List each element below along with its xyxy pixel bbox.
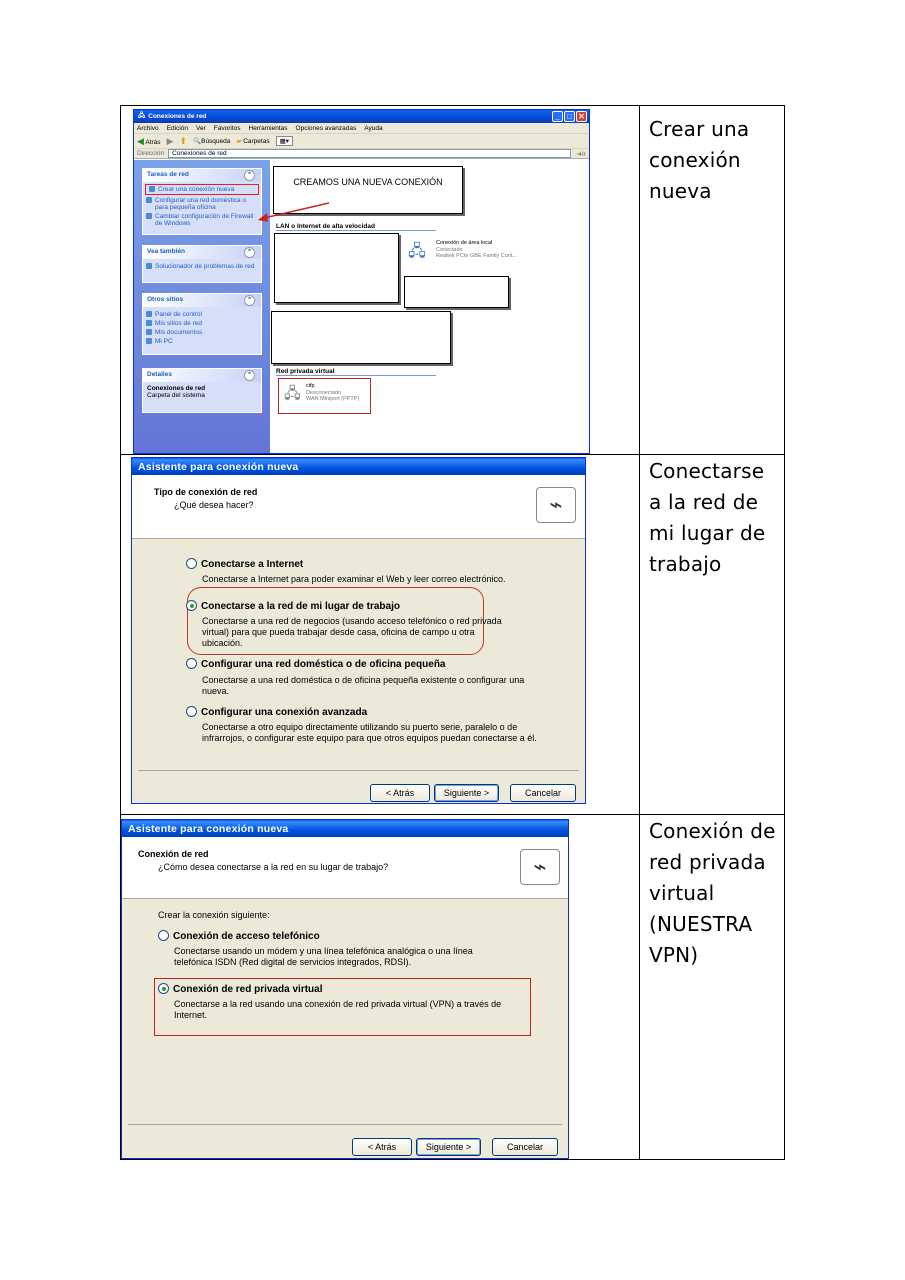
menu-herramientas[interactable]: Herramientas: [248, 124, 288, 132]
button-separator: [138, 770, 579, 771]
folders-button[interactable]: ▰ Carpetas: [236, 138, 270, 145]
menu-ver[interactable]: Ver: [196, 124, 206, 132]
radio-button[interactable]: [186, 558, 197, 569]
radio-button[interactable]: [158, 983, 169, 994]
wizard-header: [122, 837, 568, 899]
radio-button[interactable]: [186, 658, 197, 669]
vpn-connection-name: cifp: [306, 383, 315, 389]
option-vpn-desc: Conectarse a la red usando una conexión de red privada virtual (VPN) a través de Internet.: [174, 999, 502, 1020]
menu-opciones-avanzadas[interactable]: Opciones avanzadas: [295, 124, 357, 132]
menu-archivo[interactable]: Archivo: [137, 124, 159, 132]
forward-arrow-icon[interactable]: ▶: [166, 135, 174, 146]
option-home-network-desc: Conectarse a una red doméstica o de oficina pequeña existente o configurar una nueva.: [202, 675, 525, 696]
callout-arrow: [254, 195, 334, 225]
wizard-subheading: ¿Qué desea hacer?: [174, 500, 254, 510]
toolbar: [134, 134, 589, 149]
vpn-group-header: Red privada virtual: [276, 368, 436, 376]
network-tasks-title[interactable]: Tareas de red ⌃: [143, 169, 261, 182]
see-also-title[interactable]: Vea también ⌃: [143, 246, 261, 259]
wizard-header: [132, 475, 585, 539]
wizard-title: Asistente para conexión nueva: [122, 820, 568, 837]
details-name: Conexiones de red: [147, 385, 206, 392]
button-separator: [128, 1124, 562, 1125]
wizard-connection-type: [131, 457, 586, 804]
lan-connection-name: Conexión de área local: [436, 240, 493, 246]
row-divider: [121, 454, 784, 455]
firewall-link[interactable]: Cambiar configuración de Firewall de Windows: [143, 212, 261, 228]
network-places-link[interactable]: Mis sitios de red: [143, 319, 261, 328]
vpn-connection-icon: 🖧: [284, 385, 301, 402]
lan-connection-icon: 🖧: [408, 243, 426, 260]
details-panel: [142, 368, 262, 413]
close-button[interactable]: ✕: [576, 111, 587, 122]
wizard-subheading: ¿Cómo desea conectarse a la red en su lugar de trabajo?: [158, 862, 389, 872]
troubleshooter-link[interactable]: Solucionador de problemas de red: [143, 262, 261, 271]
vpn-connection-device: WAN Miniport (PPTP): [306, 396, 360, 402]
network-cable-icon: ⌁: [520, 849, 560, 885]
address-label: Dirección: [137, 150, 165, 157]
option-internet-desc: Conectarse a Internet para poder examinar el Web y leer correo electrónico.: [202, 574, 506, 584]
radio-button[interactable]: [158, 930, 169, 941]
option-workplace[interactable]: Conectarse a la red de mi lugar de trabajo: [186, 600, 400, 612]
back-button[interactable]: < Atrás: [352, 1138, 412, 1156]
row-divider: [121, 814, 784, 815]
option-home-network[interactable]: Configurar una red doméstica o de oficina pequeña: [186, 658, 445, 670]
back-button[interactable]: < Atrás: [370, 784, 430, 802]
blank-box: [274, 233, 399, 303]
menu-bar: [134, 123, 589, 134]
row-3-description: Conexión de red privada virtual (NUESTRA VPN): [649, 819, 776, 967]
wizard-network-connection: [121, 819, 569, 1159]
network-cable-icon: ⌁: [536, 487, 576, 523]
home-network-link[interactable]: Configurar una red doméstica o para pequeña oficina: [143, 196, 261, 212]
next-button[interactable]: Siguiente >: [416, 1138, 481, 1156]
next-button[interactable]: Siguiente >: [434, 784, 499, 802]
search-button[interactable]: 🔍Búsqueda: [193, 138, 231, 145]
option-vpn[interactable]: Conexión de red privada virtual: [158, 983, 322, 995]
see-also-panel: [142, 245, 262, 283]
row-1-description: Crear una conexión nueva: [649, 117, 750, 203]
folder-icon: ▰: [236, 138, 242, 145]
window-title: Conexiones de red: [148, 113, 207, 120]
menu-ayuda[interactable]: Ayuda: [364, 124, 383, 132]
minimize-button[interactable]: _: [552, 111, 563, 122]
wizard-heading: Tipo de conexión de red: [154, 487, 258, 497]
create-connection-link[interactable]: Crear una conexión nueva: [145, 184, 259, 195]
vpn-connection-status: Desconectado: [306, 389, 342, 396]
option-advanced[interactable]: Configurar una conexión avanzada: [186, 706, 367, 718]
radio-button[interactable]: [186, 706, 197, 717]
row-2-description: Conectarse a la red de mi lugar de trabajo: [649, 459, 766, 576]
wizard-title: Asistente para conexión nueva: [132, 458, 585, 475]
option-internet[interactable]: Conectarse a Internet: [186, 558, 303, 570]
up-folder-icon[interactable]: ⬆: [179, 135, 188, 146]
search-icon: 🔍: [193, 138, 202, 145]
column-divider: [639, 106, 640, 1159]
radio-button[interactable]: [186, 600, 197, 611]
network-tasks-panel: [142, 168, 262, 235]
window-titlebar: [134, 110, 589, 123]
back-button[interactable]: ◀ Atrás: [137, 135, 161, 146]
wizard-intro: Crear la conexión siguiente:: [158, 910, 270, 920]
blank-box: [404, 276, 509, 308]
callout-box: CREAMOS UNA NUEVA CONEXIÓN: [273, 166, 463, 214]
details-type: Carpeta del sistema: [147, 392, 205, 399]
menu-edicion[interactable]: Edición: [166, 124, 189, 132]
lan-connection-status: Conectado: [436, 246, 463, 253]
option-dialup-desc: Conectarse usando un módem y una línea telefónica analógica o una línea telefónica ISDN (Red digital de servicios integrados, RDSI).: [174, 946, 473, 967]
views-icon[interactable]: ▦▾: [276, 136, 293, 146]
network-connections-window: [133, 109, 590, 454]
my-computer-link[interactable]: Mi PC: [143, 337, 261, 346]
my-documents-link[interactable]: Mis documentos: [143, 328, 261, 337]
wizard-heading: Conexión de red: [138, 849, 209, 859]
back-arrow-icon: ◀: [137, 135, 144, 146]
other-places-title[interactable]: Otros sitios ⌃: [143, 294, 261, 307]
blank-box: [271, 311, 451, 364]
other-places-panel: [142, 293, 262, 355]
lan-group-header: LAN o Internet de alta velocidad: [276, 223, 436, 231]
option-advanced-desc: Conectarse a otro equipo directamente utilizando su puerto serie, paralelo o de infrarrojos, o configurar este equipo para que otros equipos puedan conectarse a él.: [202, 722, 537, 743]
network-icon: 🖧: [138, 112, 146, 119]
option-workplace-desc: Conectarse a una red de negocios (usando acceso telefónico o red privada virtual) para que pueda trabajar desde casa, oficina de campo u otra ubicación.: [202, 616, 502, 648]
menu-favoritos[interactable]: Favoritos: [213, 124, 241, 132]
control-panel-link[interactable]: Panel de control: [143, 310, 261, 319]
option-dialup[interactable]: Conexión de acceso telefónico: [158, 930, 320, 942]
lan-connection-device: Realtek PCIe GBE Family Cont...: [436, 253, 517, 259]
address-input[interactable]: Conexiones de red: [168, 149, 571, 158]
address-bar: [134, 149, 589, 159]
go-button[interactable]: ➔Ir: [576, 150, 586, 158]
maximize-button[interactable]: □: [564, 111, 575, 122]
document-table: [120, 105, 785, 1160]
details-title[interactable]: Detalles ⌃: [143, 369, 261, 382]
cancel-button[interactable]: Cancelar: [510, 784, 576, 802]
task-pane: [134, 160, 270, 454]
cancel-button[interactable]: Cancelar: [492, 1138, 558, 1156]
